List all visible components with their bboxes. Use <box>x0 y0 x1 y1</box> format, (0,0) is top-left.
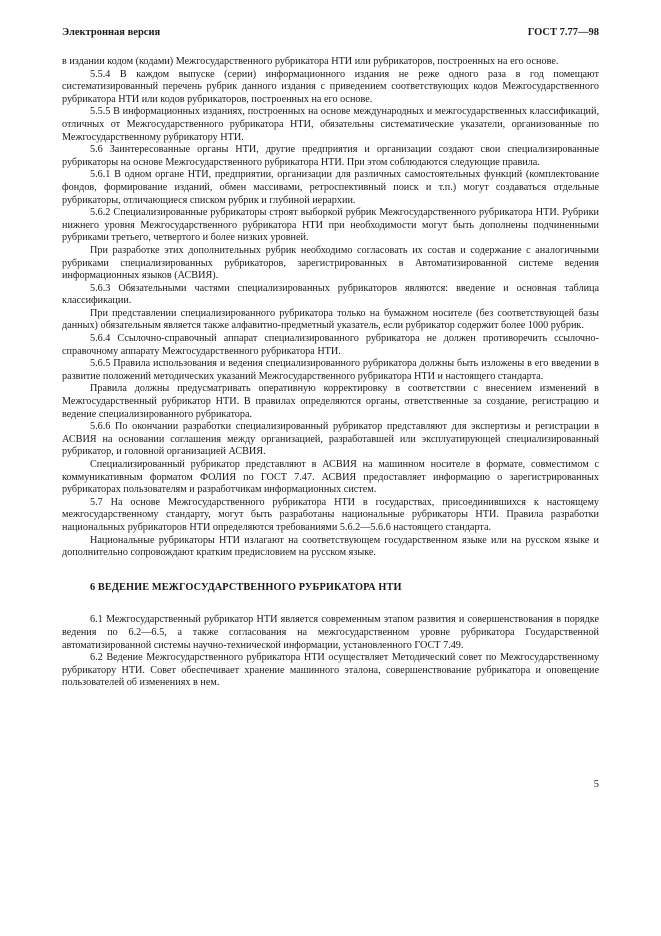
paragraph: 6.1 Межгосударственный рубрикатор НТИ является современным этапом развития и совершенствования в порядке ведения по 6.2—6.5, а также согласования на межгосударственном уровне рубрикатора Государственной автоматизированной системы научно-технической информации, установленного ГОСТ 7.49. <box>62 614 599 651</box>
section-heading: 6 ВЕДЕНИЕ МЕЖГОСУДАРСТВЕННОГО РУБРИКАТОРА НТИ <box>90 581 402 593</box>
header-edition-label: Электронная версия <box>62 27 161 38</box>
header-standard-code: ГОСТ 7.77—98 <box>527 27 599 38</box>
paragraph: При представлении специализированного рубрикатора только на бумажном носителе (без соответствующей базы данных) обязательным является также алфавитно-предметный указатель, если рубрикатор содержит более 1000 рубрик. <box>62 307 599 332</box>
paragraph: Правила должны предусматривать оперативную корректировку в соответствии с внесением изменений в Межгосударственный рубрикатор НТИ. В правилах определяются органы, ответственные за создание, регистрацию и ведение специализированного рубрикатора. <box>62 383 599 420</box>
paragraph: 5.5.4 В каждом выпуске (серии) информационного издания не реже одного раза в год помещают систематизированный перечень рубрик данного издания с приведением соответствующих кодов Межгосударственного рубрикатора НТИ или кодов рубрикаторов, построенных на его основе. <box>62 68 599 105</box>
paragraph: Национальные рубрикаторы НТИ излагают на соответствующем государственном языке или на русском языке и дополнительно сопровождают кратким предисловием на русском языке. <box>62 534 599 559</box>
page-number: 5 <box>593 779 599 790</box>
paragraph: 5.6.1 В одном органе НТИ, предприятии, организации для различных самостоятельных функций (комплектование фондов, формирование изданий, обмен массивами, ретроспективный поиск и т.п.) могут создаваться отдельные рубрикаторы, отличающиеся списком рубрик и глубиной иерархии. <box>62 169 599 206</box>
paragraph: 5.6.4 Ссылочно-справочный аппарат специализированного рубрикатора не должен противоречить ссылочно-справочному аппарату Межгосударственного рубрикатора НТИ. <box>62 333 599 357</box>
paragraph: 5.7 На основе Межгосударственного рубрикатора НТИ в государствах, присоединившихся к настоящему межгосударственному стандарту, могут быть разработаны национальные рубрикаторы НТИ. Правила разработки национальных рубрикаторов НТИ определяются требованиями 5.6.2—5.6.6 настоящего стандарта. <box>62 496 599 533</box>
paragraphs-after-section <box>62 614 599 690</box>
paragraph: в издании кодом (кодами) Межгосударственного рубрикатора НТИ или рубрикаторов, построенных на его основе. <box>62 56 559 67</box>
paragraph: 5.6 Заинтересованные органы НТИ, другие предприятия и организации создают свои специализированные рубрикаторы на основе Межгосударственного рубрикатора НТИ. При этом соблюдаются следующие правила. <box>62 144 599 168</box>
document-body <box>62 56 599 690</box>
paragraph: Специализированный рубрикатор представляют в АСВИЯ на машинном носителе в формате, совместимом с коммуникативным форматом ФОЛИЯ по ГОСТ 7.47. АСВИЯ предоставляет информацию о зарегистрированных рубрикаторах пользователям и разработчикам информационных систем. <box>62 459 599 496</box>
paragraph: 5.5.5 В информационных изданиях, построенных на основе международных и межгосударственных классификаций, отличных от Межгосударственного рубрикатора НТИ, обязательны систематические указатели, организованные по Межгосударственному рубрикатору НТИ. <box>62 106 599 143</box>
paragraphs-before-section <box>62 56 599 560</box>
paragraph: При разработке этих дополнительных рубрик необходимо согласовать их состав и содержание с аналогичными рубриками специализированных рубрикаторов, зарегистрированных в Автоматизированной системе ведения информационных языков (АСВИЯ). <box>62 244 599 282</box>
paragraph: 5.6.6 По окончании разработки специализированный рубрикатор представляют для экспертизы и регистрации в АСВИЯ на основании соглашения между организацией, разработавшей или эксплуатирующей специализированный рубрикатор, и головной организацией АСВИЯ. <box>62 421 599 458</box>
paragraph: 5.6.5 Правила использования и ведения специализированного рубрикатора должны быть изложены в его введении в развитие положений методических указаний Межгосударственного рубрикатора НТИ и настоящего стандарта. <box>62 358 599 382</box>
paragraph: 5.6.3 Обязательными частями специализированных рубрикаторов являются: введение и основная таблица классификации. <box>62 282 599 307</box>
paragraph: 6.2 Ведение Межгосударственного рубрикатора НТИ осуществляет Методический совет по Межгосударственному рубрикатору НТИ. Совет обеспечивает хранение машинного эталона, совершенствование рубрикатора и оповещение пользователей об изменениях в нем. <box>62 652 599 689</box>
paragraph: 5.6.2 Специализированные рубрикаторы строят выборкой рубрик Межгосударственного рубрикатора НТИ. Рубрики нижнего уровня Межгосударственного рубрикатора НТИ при необходимости могут быть дополнены подчиненными рубриками третьего, четвертого и более низких уровней. <box>62 207 599 244</box>
